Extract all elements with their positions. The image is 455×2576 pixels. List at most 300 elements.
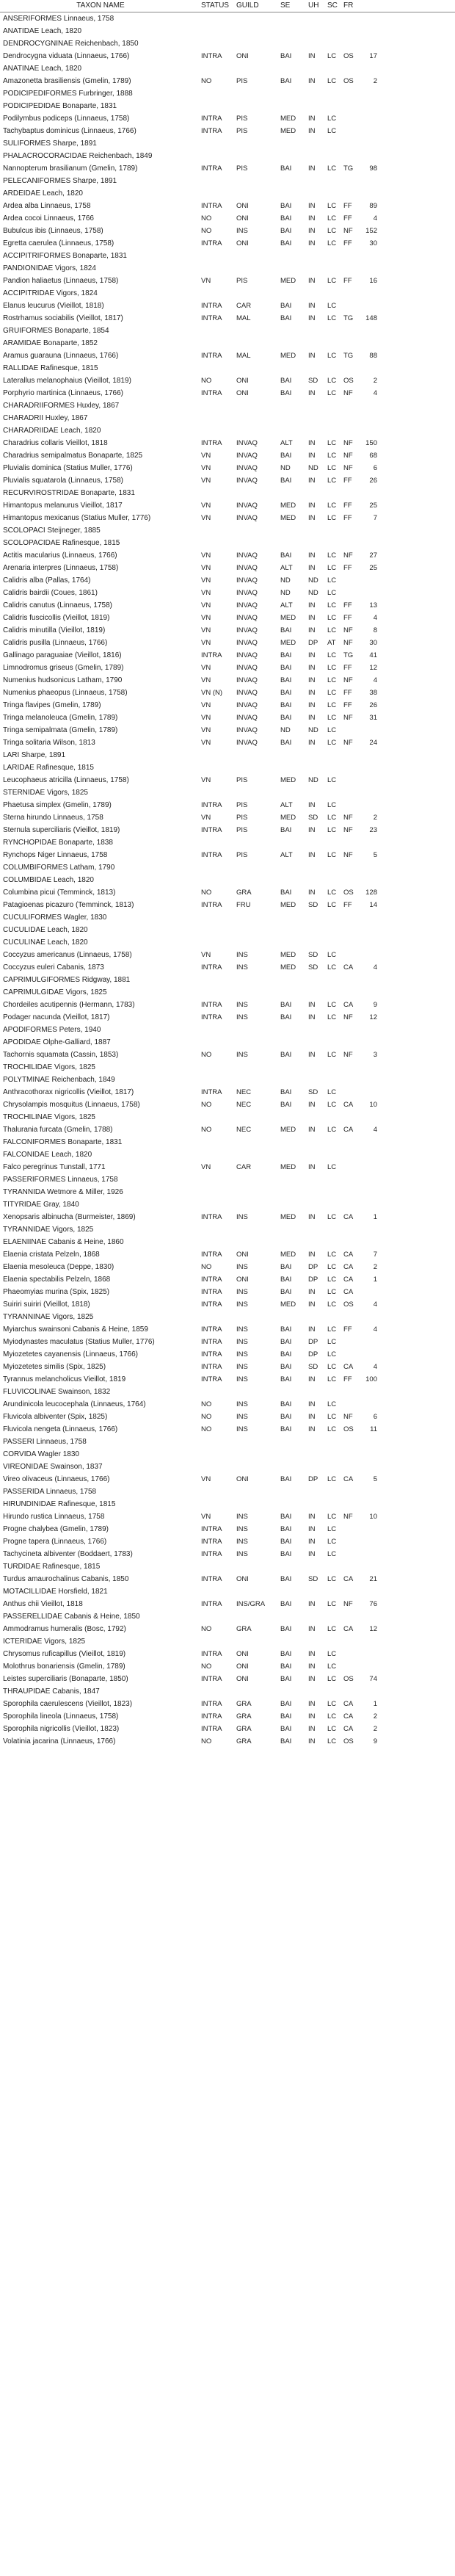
spacer-cell	[380, 37, 455, 50]
fr-code-cell: TG	[343, 651, 354, 659]
guild-cell: INS	[236, 1338, 248, 1346]
table-row	[0, 62, 455, 75]
status-cell: INTRA	[201, 851, 222, 859]
spacer-cell	[380, 1548, 455, 1560]
status-cell	[201, 1223, 236, 1236]
status-cell	[201, 1311, 236, 1323]
guild-cell: INS	[236, 951, 248, 959]
sc-cell: LC	[327, 1051, 337, 1059]
table-row	[0, 1074, 455, 1086]
spacer-cell	[380, 1510, 455, 1523]
uh-cell	[308, 1311, 327, 1323]
table-row	[0, 599, 455, 612]
taxon-name-cell: PASSERIDA Linnaeus, 1758	[3, 1488, 97, 1496]
sc-cell: LC	[327, 1425, 337, 1433]
fr-count-cell	[361, 1061, 380, 1074]
spacer-cell	[380, 637, 455, 649]
status-cell: NO	[201, 1101, 212, 1109]
spacer-cell	[380, 275, 455, 287]
table-row	[0, 512, 455, 524]
taxon-name-cell: FALCONIDAE Leach, 1820	[3, 1151, 92, 1159]
fr-code-cell	[343, 786, 361, 799]
status-cell: VN	[201, 776, 211, 784]
fr-count-cell: 7	[373, 514, 377, 522]
guild-cell: INVAQ	[236, 614, 258, 622]
table-row	[0, 312, 455, 325]
sc-cell: LC	[327, 1550, 337, 1558]
fr-code-cell	[343, 799, 361, 811]
sc-cell	[327, 924, 343, 936]
guild-cell	[236, 412, 280, 424]
uh-cell: IN	[308, 502, 316, 510]
status-cell	[201, 137, 236, 150]
taxon-name-cell: Phaetusa simplex (Gmelin, 1789)	[3, 801, 112, 809]
status-cell: INTRA	[201, 963, 222, 972]
column-header-guild: GUILD	[236, 1, 259, 10]
fr-code-cell	[343, 1311, 361, 1323]
se-cell: MED	[280, 352, 296, 360]
spacer-cell	[380, 986, 455, 999]
fr-code-cell: NF	[343, 1513, 353, 1521]
guild-cell: PIS	[236, 115, 248, 123]
se-cell	[280, 62, 308, 75]
taxon-name-cell: Thalurania furcata (Gmelin, 1788)	[3, 1126, 113, 1134]
table-row	[0, 961, 455, 974]
sc-cell	[327, 761, 343, 774]
guild-cell	[236, 187, 280, 200]
guild-cell: MAL	[236, 352, 251, 360]
fr-count-cell: 4	[373, 1300, 377, 1309]
status-cell: VN	[201, 714, 211, 722]
guild-cell	[236, 1136, 280, 1148]
fr-count-cell	[361, 574, 380, 587]
uh-cell: DP	[308, 1350, 318, 1358]
table-row	[0, 774, 455, 786]
table-row	[0, 162, 455, 175]
guild-cell: INS	[236, 1375, 248, 1383]
se-cell: BAI	[280, 889, 292, 897]
spacer-cell	[380, 75, 455, 87]
sc-cell: LC	[327, 1163, 337, 1171]
spacer-cell	[380, 737, 455, 749]
se-cell: MED	[280, 963, 296, 972]
status-cell: VN	[201, 502, 211, 510]
fr-code-cell	[343, 1448, 361, 1461]
se-cell: MED	[280, 1300, 296, 1309]
taxon-name-cell: Elanus leucurus (Vieillot, 1818)	[3, 302, 104, 310]
fr-count-cell	[361, 1111, 380, 1124]
status-cell	[201, 1186, 236, 1198]
spacer-cell	[380, 100, 455, 112]
sc-cell: LC	[327, 626, 337, 634]
table-row	[0, 1049, 455, 1061]
fr-code-cell	[343, 574, 361, 587]
spacer-cell	[380, 1286, 455, 1298]
se-cell: BAI	[280, 1288, 292, 1296]
spacer-cell	[380, 1398, 455, 1411]
fr-count-cell	[361, 1398, 380, 1411]
se-cell: BAI	[280, 477, 292, 485]
fr-count-cell: 4	[373, 1363, 377, 1371]
fr-code-cell: CA	[343, 1126, 354, 1134]
fr-count-cell: 1	[373, 1213, 377, 1221]
spacer-cell	[380, 237, 455, 250]
fr-count-cell	[361, 412, 380, 424]
se-cell	[280, 1223, 308, 1236]
guild-cell: INVAQ	[236, 726, 258, 734]
table-row	[0, 1348, 455, 1361]
uh-cell: DP	[308, 1276, 318, 1284]
sc-cell: LC	[327, 1375, 337, 1383]
status-cell: INTRA	[201, 1338, 222, 1346]
fr-count-cell	[361, 911, 380, 924]
fr-code-cell	[343, 125, 361, 137]
sc-cell: LC	[327, 1263, 337, 1271]
status-cell	[201, 1635, 236, 1648]
fr-count-cell	[361, 1486, 380, 1498]
taxon-name-cell: Volatinia jacarina (Linnaeus, 1766)	[3, 1737, 116, 1745]
table-row	[0, 911, 455, 924]
table-row	[0, 999, 455, 1011]
sc-cell	[327, 1498, 343, 1510]
guild-cell	[236, 87, 280, 100]
sc-cell	[327, 1036, 343, 1049]
uh-cell	[308, 250, 327, 262]
taxon-name-cell: Amazonetta brasiliensis (Gmelin, 1789)	[3, 77, 131, 85]
guild-cell: INS/GRA	[236, 1600, 266, 1608]
taxon-name-cell: TURDIDAE Rafinesque, 1815	[3, 1563, 101, 1571]
spacer-cell	[380, 474, 455, 487]
se-cell	[280, 1498, 308, 1510]
fr-code-cell	[343, 774, 361, 786]
se-cell	[280, 325, 308, 337]
fr-count-cell	[361, 1610, 380, 1623]
uh-cell	[308, 337, 327, 350]
taxon-name-cell: Calidris minutilla (Vieillot, 1819)	[3, 626, 106, 634]
uh-cell: IN	[308, 889, 316, 897]
guild-cell	[236, 936, 280, 949]
fr-code-cell: NF	[343, 464, 353, 472]
fr-count-cell: 17	[369, 52, 377, 60]
taxon-name-cell: SULIFORMES Sharpe, 1891	[3, 140, 97, 148]
table-row	[0, 287, 455, 300]
se-cell: BAI	[280, 689, 292, 697]
spacer-cell	[380, 537, 455, 549]
table-row	[0, 1685, 455, 1698]
uh-cell	[308, 874, 327, 886]
fr-count-cell	[361, 37, 380, 50]
sc-cell	[327, 1685, 343, 1698]
guild-cell	[236, 362, 280, 375]
table-row	[0, 412, 455, 424]
taxon-name-cell: Calidris bairdii (Coues, 1861)	[3, 589, 98, 597]
taxon-name-cell: Rynchops Niger Linnaeus, 1758	[3, 851, 108, 859]
fr-code-cell	[343, 1036, 361, 1049]
taxon-name-cell: CHARADRIIDAE Leach, 1820	[3, 427, 101, 435]
uh-cell: SD	[308, 377, 318, 385]
status-cell	[201, 1173, 236, 1186]
fr-code-cell	[343, 1198, 361, 1211]
uh-cell: IN	[308, 1725, 316, 1733]
status-cell: INTRA	[201, 164, 222, 173]
fr-count-cell	[361, 761, 380, 774]
uh-cell	[308, 924, 327, 936]
se-cell	[280, 487, 308, 499]
fr-code-cell	[343, 1685, 361, 1698]
fr-code-cell	[343, 1336, 361, 1348]
spacer-cell	[380, 424, 455, 437]
status-cell: INTRA	[201, 1575, 222, 1583]
sc-cell	[327, 986, 343, 999]
se-cell	[280, 262, 308, 275]
se-cell: BAI	[280, 1413, 292, 1421]
sc-cell: LC	[327, 1276, 337, 1284]
table-row	[0, 899, 455, 911]
status-cell	[201, 1111, 236, 1124]
se-cell: BAI	[280, 1425, 292, 1433]
fr-code-cell	[343, 250, 361, 262]
fr-code-cell: NF	[343, 676, 353, 684]
uh-cell	[308, 1074, 327, 1086]
status-cell	[201, 1486, 236, 1498]
guild-cell: ONI	[236, 1675, 249, 1683]
table-row	[0, 824, 455, 836]
fr-code-cell: OS	[343, 1425, 354, 1433]
fr-count-cell	[361, 1535, 380, 1548]
se-cell	[280, 412, 308, 424]
spacer-cell	[380, 1710, 455, 1723]
taxon-name-cell: CHARADRII Huxley, 1867	[3, 414, 88, 422]
taxon-name-cell: COLUMBIFORMES Latham, 1790	[3, 864, 115, 872]
spacer-cell	[380, 724, 455, 737]
taxon-name-cell: Charadrius semipalmatus Bonaparte, 1825	[3, 452, 143, 460]
fr-code-cell	[343, 487, 361, 499]
taxon-name-cell: Coccyzus euleri Cabanis, 1873	[3, 963, 104, 972]
spacer-cell	[380, 949, 455, 961]
sc-cell	[327, 1136, 343, 1148]
se-cell	[280, 87, 308, 100]
se-cell	[280, 1635, 308, 1648]
sc-cell	[327, 1448, 343, 1461]
guild-cell: INVAQ	[236, 639, 258, 647]
uh-cell	[308, 537, 327, 549]
fr-count-cell: 21	[369, 1575, 377, 1583]
uh-cell	[308, 911, 327, 924]
status-cell	[201, 1024, 236, 1036]
status-cell	[201, 1198, 236, 1211]
uh-cell: IN	[308, 302, 316, 310]
guild-cell	[236, 986, 280, 999]
uh-cell: IN	[308, 1413, 316, 1421]
fr-code-cell: FF	[343, 664, 352, 672]
table-row	[0, 637, 455, 649]
fr-code-cell	[343, 724, 361, 737]
se-cell: ALT	[280, 851, 293, 859]
fr-code-cell	[343, 1398, 361, 1411]
fr-count-cell	[361, 175, 380, 187]
fr-code-cell	[343, 137, 361, 150]
spacer-cell	[380, 699, 455, 712]
fr-code-cell	[343, 1461, 361, 1473]
guild-cell	[236, 786, 280, 799]
fr-code-cell	[343, 37, 361, 50]
fr-count-cell	[361, 87, 380, 100]
table-row	[0, 1336, 455, 1348]
sc-cell: LC	[327, 614, 337, 622]
table-row	[0, 150, 455, 162]
sc-cell	[327, 87, 343, 100]
se-cell: BAI	[280, 1325, 292, 1334]
table-row	[0, 649, 455, 662]
status-cell: INTRA	[201, 1088, 222, 1096]
spacer-cell	[380, 974, 455, 986]
se-cell	[280, 924, 308, 936]
uh-cell	[308, 986, 327, 999]
sc-cell: LC	[327, 302, 337, 310]
uh-cell: IN	[308, 689, 316, 697]
sc-cell: LC	[327, 676, 337, 684]
status-cell: INTRA	[201, 239, 222, 247]
sc-cell: LC	[327, 1300, 337, 1309]
se-cell: BAI	[280, 77, 292, 85]
status-cell	[201, 187, 236, 200]
guild-cell: INS	[236, 1001, 248, 1009]
status-cell	[201, 974, 236, 986]
se-cell	[280, 1198, 308, 1211]
guild-cell	[236, 1148, 280, 1161]
table-row	[0, 562, 455, 574]
spacer-cell	[380, 1685, 455, 1698]
se-cell	[280, 1136, 308, 1148]
sc-cell: LC	[327, 1325, 337, 1334]
guild-cell	[236, 424, 280, 437]
se-cell: ND	[280, 576, 291, 585]
spacer-cell	[380, 200, 455, 212]
fr-code-cell	[343, 300, 361, 312]
fr-code-cell	[343, 874, 361, 886]
table-row	[0, 674, 455, 687]
status-cell: INTRA	[201, 1325, 222, 1334]
uh-cell: ND	[308, 576, 318, 585]
spacer-cell	[380, 225, 455, 237]
taxon-name-cell: Limnodromus griseus (Gmelin, 1789)	[3, 664, 124, 672]
fr-count-cell	[361, 1036, 380, 1049]
taxon-name-cell: Sternula superciliaris (Vieillot, 1819)	[3, 826, 120, 834]
taxon-name-cell: Leistes superciliaris (Bonaparte, 1850)	[3, 1675, 128, 1683]
status-cell: NO	[201, 1625, 212, 1633]
fr-count-cell: 12	[369, 664, 377, 672]
uh-cell	[308, 1635, 327, 1648]
fr-count-cell: 2	[373, 77, 377, 85]
sc-cell: LC	[327, 127, 337, 135]
fr-count-cell: 5	[373, 851, 377, 859]
table-row	[0, 1186, 455, 1198]
status-cell: INTRA	[201, 1251, 222, 1259]
fr-code-cell: CA	[343, 1288, 354, 1296]
fr-code-cell: OS	[343, 1300, 354, 1309]
table-row	[0, 25, 455, 37]
uh-cell: IN	[308, 239, 316, 247]
fr-code-cell	[343, 362, 361, 375]
column-header-status: STATUS	[201, 1, 229, 10]
uh-cell	[308, 1198, 327, 1211]
spacer-cell	[380, 1461, 455, 1473]
uh-cell: IN	[308, 626, 316, 634]
guild-cell: INVAQ	[236, 464, 258, 472]
spacer-cell	[380, 87, 455, 100]
table-row	[0, 1710, 455, 1723]
sc-cell	[327, 487, 343, 499]
se-cell	[280, 12, 308, 26]
guild-cell: INS	[236, 1550, 248, 1558]
taxon-name-cell: Turdus amaurochalinus Cabanis, 1850	[3, 1575, 129, 1583]
se-cell: MED	[280, 115, 296, 123]
sc-cell	[327, 325, 343, 337]
table-row	[0, 1373, 455, 1386]
table-row	[0, 387, 455, 399]
guild-cell: INVAQ	[236, 601, 258, 609]
sc-cell: LC	[327, 801, 337, 809]
table-row	[0, 337, 455, 350]
guild-cell	[236, 1223, 280, 1236]
spacer-cell	[380, 137, 455, 150]
table-row	[0, 1011, 455, 1024]
uh-cell	[308, 1386, 327, 1398]
spacer-cell	[380, 836, 455, 849]
taxon-name-cell: CORVIDA Wagler 1830	[3, 1450, 79, 1458]
taxon-name-cell: Myiarchus swainsoni Cabanis & Heine, 1859	[3, 1325, 148, 1334]
guild-cell	[236, 100, 280, 112]
fr-code-cell: CA	[343, 1700, 354, 1708]
fr-count-cell: 16	[369, 277, 377, 285]
guild-cell: INS	[236, 1051, 248, 1059]
status-cell	[201, 1061, 236, 1074]
sc-cell	[327, 137, 343, 150]
taxon-name-cell: Tachybaptus dominicus (Linnaeus, 1766)	[3, 127, 136, 135]
se-cell: BAI	[280, 1350, 292, 1358]
fr-count-cell: 74	[369, 1675, 377, 1683]
fr-code-cell	[343, 936, 361, 949]
taxon-name-cell: TYRANNINAE Vigors, 1825	[3, 1313, 94, 1321]
status-cell: NO	[201, 1425, 212, 1433]
taxon-name-cell: Tringa solitaria Wilson, 1813	[3, 739, 95, 747]
guild-cell	[236, 761, 280, 774]
fr-count-cell	[361, 774, 380, 786]
taxon-name-cell: Calidris pusilla (Linnaeus, 1766)	[3, 639, 108, 647]
table-row	[0, 1036, 455, 1049]
table-row	[0, 1473, 455, 1486]
se-cell: BAI	[280, 1525, 292, 1533]
fr-count-cell	[361, 749, 380, 761]
se-cell	[280, 1111, 308, 1124]
sc-cell: LC	[327, 115, 337, 123]
table-row	[0, 574, 455, 587]
fr-count-cell: 4	[373, 963, 377, 972]
guild-cell: PIS	[236, 814, 248, 822]
table-row	[0, 1286, 455, 1298]
status-cell: INTRA	[201, 1525, 222, 1533]
taxon-name-cell: Myiozetetes cayanensis (Linnaeus, 1766)	[3, 1350, 138, 1358]
fr-count-cell: 10	[369, 1513, 377, 1521]
status-cell	[201, 325, 236, 337]
taxon-name-cell: RYNCHOPIDAE Bonaparte, 1838	[3, 839, 113, 847]
sc-cell: LC	[327, 701, 337, 709]
table-row	[0, 1635, 455, 1648]
status-cell	[201, 1236, 236, 1248]
status-cell	[201, 1448, 236, 1461]
sc-cell	[327, 1173, 343, 1186]
spacer-cell	[380, 774, 455, 786]
